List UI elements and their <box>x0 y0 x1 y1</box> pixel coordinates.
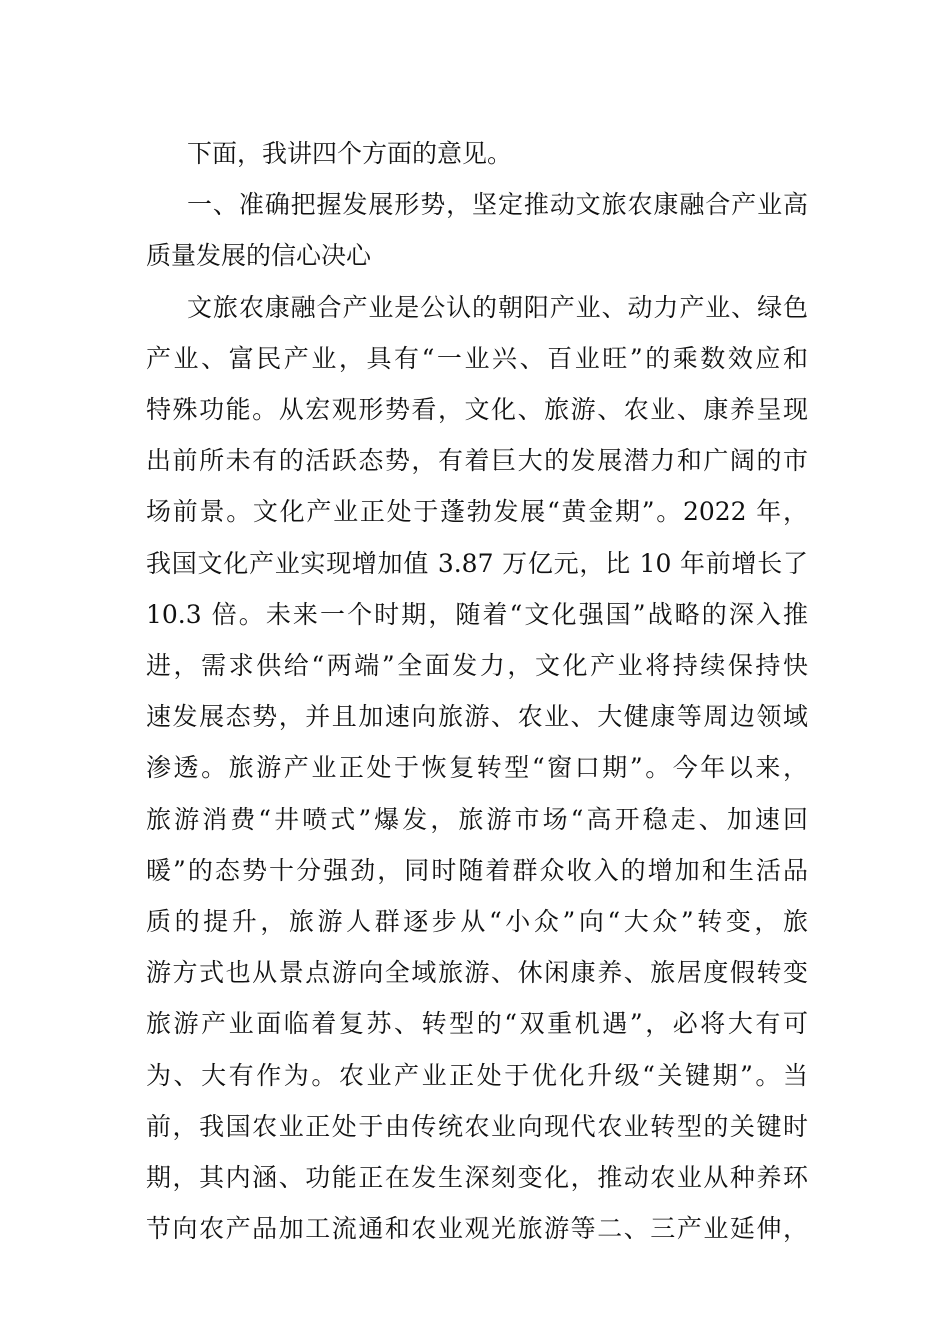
text-line: 渗透。旅游产业正处于恢复转型“窗口期”。今年以来， <box>146 753 808 783</box>
text-line: 我国文化产业实现增加值 3.87 万亿元，比 10 年前增长了 <box>146 548 808 578</box>
text-line: 下面，我讲四个方面的意见。 <box>187 139 513 168</box>
text-line: 场前景。文化产业正处于蓬勃发展“黄金期”。2022 年， <box>146 497 808 527</box>
text-line: 旅游产业面临着复苏、转型的“双重机遇”，必将大有可 <box>146 1009 808 1039</box>
text-line: 前，我国农业正处于由传统农业向现代农业转型的关键时 <box>146 1111 808 1141</box>
text-line: 期，其内涵、功能正在发生深刻变化，推动农业从种养环 <box>146 1163 808 1193</box>
text-line: 速发展态势，并且加速向旅游、农业、大健康等周边领域 <box>146 702 808 732</box>
text-line: 为、大有作为。农业产业正处于优化升级“关键期”。当 <box>146 1060 808 1090</box>
text-line: 旅游消费“井喷式”爆发，旅游市场“高开稳走、加速回 <box>146 804 808 834</box>
text-line: 暖”的态势十分强劲，同时随着群众收入的增加和生活品 <box>146 855 808 885</box>
text-line: 进，需求供给“两端”全面发力，文化产业将持续保持快 <box>146 651 808 681</box>
text-line: 节向农产品加工流通和农业观光旅游等二、三产业延伸， <box>146 1214 808 1244</box>
document-body <box>146 128 808 1254</box>
text-line: 质量发展的信心决心 <box>146 241 372 271</box>
text-line: 出前所未有的活跃态势，有着巨大的发展潜力和广阔的市 <box>146 446 808 476</box>
paragraph-body <box>146 282 808 1255</box>
text-line: 文旅农康融合产业是公认的朝阳产业、动力产业、绿色 <box>187 292 808 322</box>
paragraph-intro <box>146 128 808 179</box>
text-line: 产业、富民产业，具有“一业兴、百业旺”的乘数效应和 <box>146 343 808 373</box>
text-line: 10.3 倍。未来一个时期，随着“文化强国”战略的深入推 <box>146 599 808 629</box>
section-heading-1 <box>146 179 808 281</box>
text-line: 游方式也从景点游向全域旅游、休闲康养、旅居度假转变 <box>146 958 808 988</box>
text-line: 质的提升，旅游人群逐步从“小众”向“大众”转变，旅 <box>146 907 808 937</box>
text-line: 特殊功能。从宏观形势看，文化、旅游、农业、康养呈现 <box>146 395 808 425</box>
text-line: 一、准确把握发展形势，坚定推动文旅农康融合产业高 <box>187 190 808 220</box>
